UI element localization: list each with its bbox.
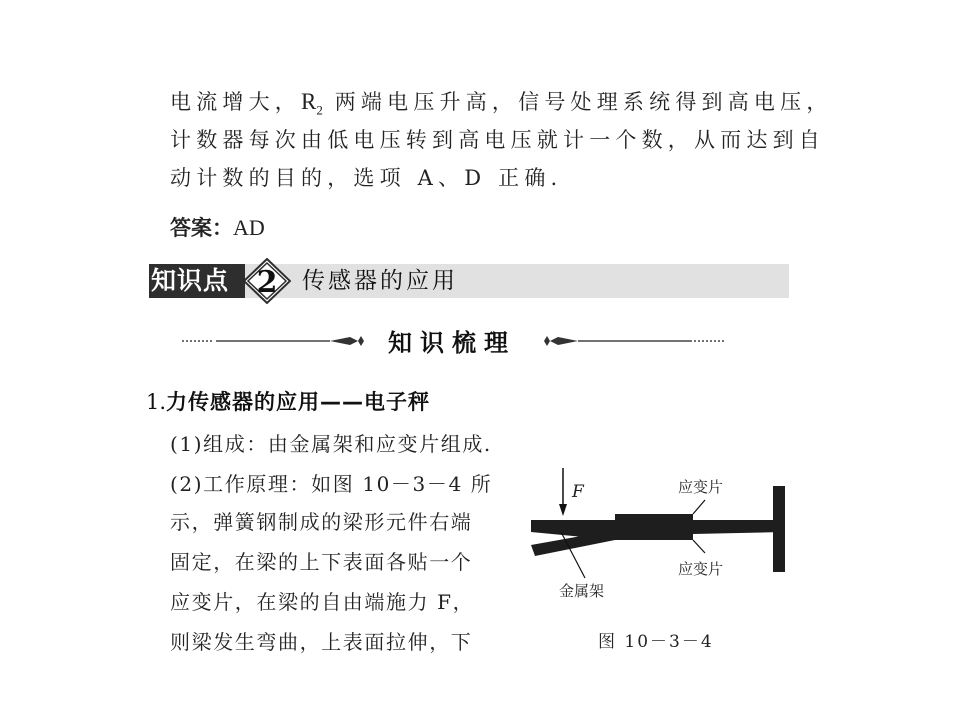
figure-caption: 图 10－3－4 [598, 632, 714, 652]
answer-value: AD [233, 215, 265, 240]
principle-line-5: 则梁发生弯曲，上表面拉伸，下 [170, 630, 473, 654]
diamond-badge-icon [243, 258, 291, 304]
section-divider-title: 知识梳理 [388, 329, 516, 357]
knowledge-point-number: 2 [256, 265, 278, 300]
lower-strain-gauge-label: 应变片 [678, 560, 724, 578]
answer [170, 212, 265, 242]
upper-strain-gauge-label: 应变片 [678, 478, 724, 496]
item-title: 力传感器的应用——电子秤 [166, 390, 431, 414]
knowledge-point-number-badge [243, 258, 291, 304]
answer-label: 答案： [170, 216, 233, 240]
knowledge-point-label: 知识点 [149, 264, 245, 298]
principle-line-2: 示，弹簧钢制成的梁形元件右端 [170, 510, 473, 534]
principle-line-4: 应变片，在梁的自由端施力 F， [170, 590, 475, 614]
solution-line-1 [170, 86, 833, 119]
force-label: F [572, 482, 584, 502]
composition-line: (1)组成：由金属架和应变片组成. [170, 432, 492, 456]
solution-text: 两端电压升高，信号处理系统得到高电压， [322, 90, 833, 114]
knowledge-point-title: 传感器的应用 [302, 268, 458, 294]
solution-text: 电流增大， [170, 90, 301, 114]
item-heading [146, 386, 430, 416]
solution-line-3: 动计数的目的，选项 A、D 正确. [170, 166, 563, 190]
solution-line-2: 计数器每次由低电压转到高电压就计一个数，从而达到自 [170, 128, 825, 152]
principle-line-3: 固定，在梁的上下表面各贴一个 [170, 550, 473, 574]
resistor-symbol: $R_2$ [301, 89, 323, 118]
principle-line-1: (2)工作原理：如图 10－3－4 所 [170, 472, 493, 496]
metal-frame-label: 金属架 [559, 582, 605, 600]
item-number: 1. [146, 390, 167, 414]
